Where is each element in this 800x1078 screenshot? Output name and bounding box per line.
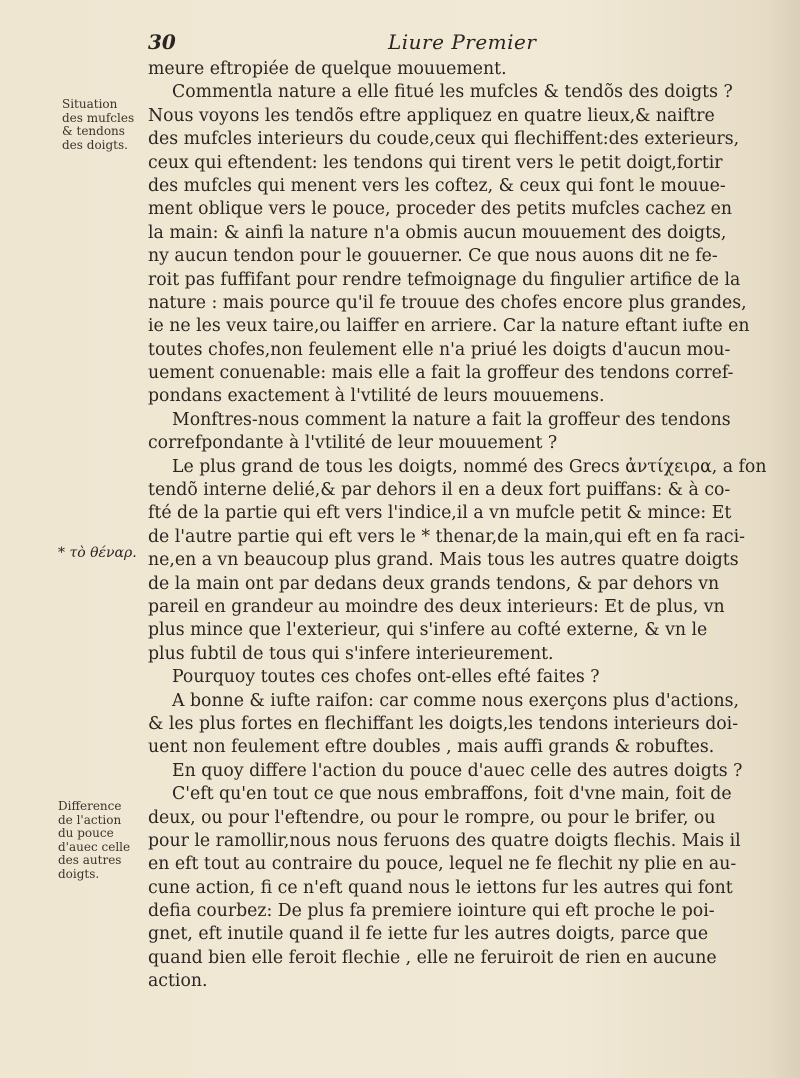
- running-head: [140, 30, 760, 54]
- text-line: pareil en grandeur au moindre des deux interieurs: Et de plus, vn: [148, 596, 725, 617]
- text-line: nature : mais pource qu'il fe trouue des chofes encore plus grandes,: [148, 292, 747, 313]
- text-line: Nous voyons les tendõs eftre appliquez en quatre lieux,& naiftre: [148, 105, 715, 126]
- body-text: [148, 58, 766, 994]
- text-line: tendõ interne delié,& par dehors il en a deux fort puiffans: & à co-: [148, 480, 731, 501]
- text-line: action.: [148, 971, 208, 992]
- text-line: gnet, eft inutile quand il fe iette fur les autres doigts, parce que: [148, 924, 709, 945]
- margin-note-line: du pouce: [58, 826, 114, 840]
- text-line: Commentla nature a elle fitué les mufcles & tendõs des doigts ?: [172, 82, 733, 103]
- margin-note-line: Difference: [58, 799, 122, 813]
- text-line: Monftres-nous comment la nature a fait la groffeur des tendons: [172, 409, 731, 430]
- text-line: ie ne les veux taire,ou laiffer en arriere. Car la nature eftant iufte en: [148, 316, 750, 337]
- text-line: plus mince que l'exterieur, qui s'infere au cofté externe, & vn le: [148, 620, 708, 641]
- page-number: 30: [148, 30, 176, 54]
- text-line: pondans exactement à l'vtilité de leurs mouuemens.: [148, 386, 605, 407]
- margin-note-situation: [62, 98, 134, 152]
- margin-note-line: des mufcles: [62, 110, 135, 125]
- margin-note-line: de l'action: [58, 812, 122, 827]
- margin-note-line: & tendons: [62, 124, 125, 138]
- text-line: meure eftropiée de quelque mouuement.: [148, 59, 507, 79]
- text-line: de la main ont par dedans deux grands tendons, & par dehors vn: [148, 573, 720, 594]
- margin-note-line: doigts.: [58, 866, 100, 881]
- text-line: toutes chofes,non feulement elle n'a priué les doigts d'aucun mou-: [148, 339, 731, 360]
- text-line: quand bien elle feroit flechie , elle ne feruiroit de rien en aucune: [148, 947, 717, 968]
- text-line: defia courbez: De plus fa premiere iointure qui eft proche le poi-: [148, 901, 715, 922]
- text-line: A bonne & iufte raifon: car comme nous exerçons plus d'actions,: [172, 690, 739, 711]
- text-line: de l'autre partie qui eft vers le * thenar,de la main,qui eft en fa raci-: [148, 526, 745, 547]
- text-line: cune action, fi ce n'eft quand nous le iettons fur les autres qui font: [148, 877, 733, 898]
- text-line: en eft tout au contraire du pouce, lequel ne fe flechit ny plie en au-: [148, 854, 737, 875]
- text-line: En quoy differe l'action du pouce d'auec celle des autres doigts ?: [172, 760, 743, 781]
- text-line: & les plus fortes en flechiffant les doigts,les tendons interieurs doi-: [148, 713, 739, 734]
- book-title: Liure Premier: [388, 30, 537, 54]
- text-line: deux, ou pour l'eftendre, ou pour le rompre, ou pour le brifer, ou: [148, 807, 716, 828]
- margin-note-line: des doigts.: [62, 137, 128, 152]
- text-line: pour le ramollir,nous nous feruons des quatre doigts flechis. Mais il: [148, 830, 741, 851]
- text-line: Le plus grand de tous les doigts, nommé des Grecs ἀντίχειρα, a fon: [172, 456, 767, 477]
- text-line: des mufcles interieurs du coude,ceux qui flechiffent:des exterieurs,: [148, 129, 740, 150]
- text-line: des mufcles qui menent vers les coftez, & ceux qui font le mouue-: [148, 175, 726, 196]
- margin-note-line: d'auec celle: [58, 839, 131, 854]
- text-line: ceux qui eftendent: les tendons qui tirent vers le petit doigt,fortir: [148, 152, 723, 173]
- text-line: ne,en a vn beaucoup plus grand. Mais tous les autres quatre doigts: [148, 550, 739, 571]
- text-line: uement conuenable: mais elle a fait la groffeur des tendons corref-: [148, 363, 734, 384]
- text-line: ny aucun tendon pour le gouuerner. Ce que nous auons dit ne fe-: [148, 246, 718, 267]
- text-line: roit pas fuffifant pour rendre tefmoignage du fingulier artifice de la: [148, 269, 741, 290]
- text-line: uent non feulement eftre doubles , mais auffi grands & robuftes.: [148, 737, 715, 758]
- text-line: correfpondante à l'vtilité de leur mouuement ?: [148, 433, 558, 454]
- text-line: ment oblique vers le pouce, proceder des petits mufcles cachez en: [148, 199, 733, 220]
- text-line: plus fubtil de tous qui s'infere interieurement.: [148, 643, 554, 664]
- text-line: Pourquoy toutes ces chofes ont-elles efté faites ?: [172, 667, 600, 688]
- text-line: C'eft qu'en tout ce que nous embraffons, foit d'vne main, foit de: [172, 784, 732, 805]
- margin-note-greek: * τὸ θέναρ.: [58, 545, 137, 561]
- text-line: fté de la partie qui eft vers l'indice,il a vn mufcle petit & mince: Et: [148, 503, 732, 524]
- margin-note-line: des autres: [58, 853, 122, 867]
- margin-note-difference: [58, 800, 130, 881]
- margin-note-line: Situation: [62, 97, 118, 111]
- text-line: la main: & ainfi la nature n'a obmis aucun mouuement des doigts,: [148, 222, 727, 243]
